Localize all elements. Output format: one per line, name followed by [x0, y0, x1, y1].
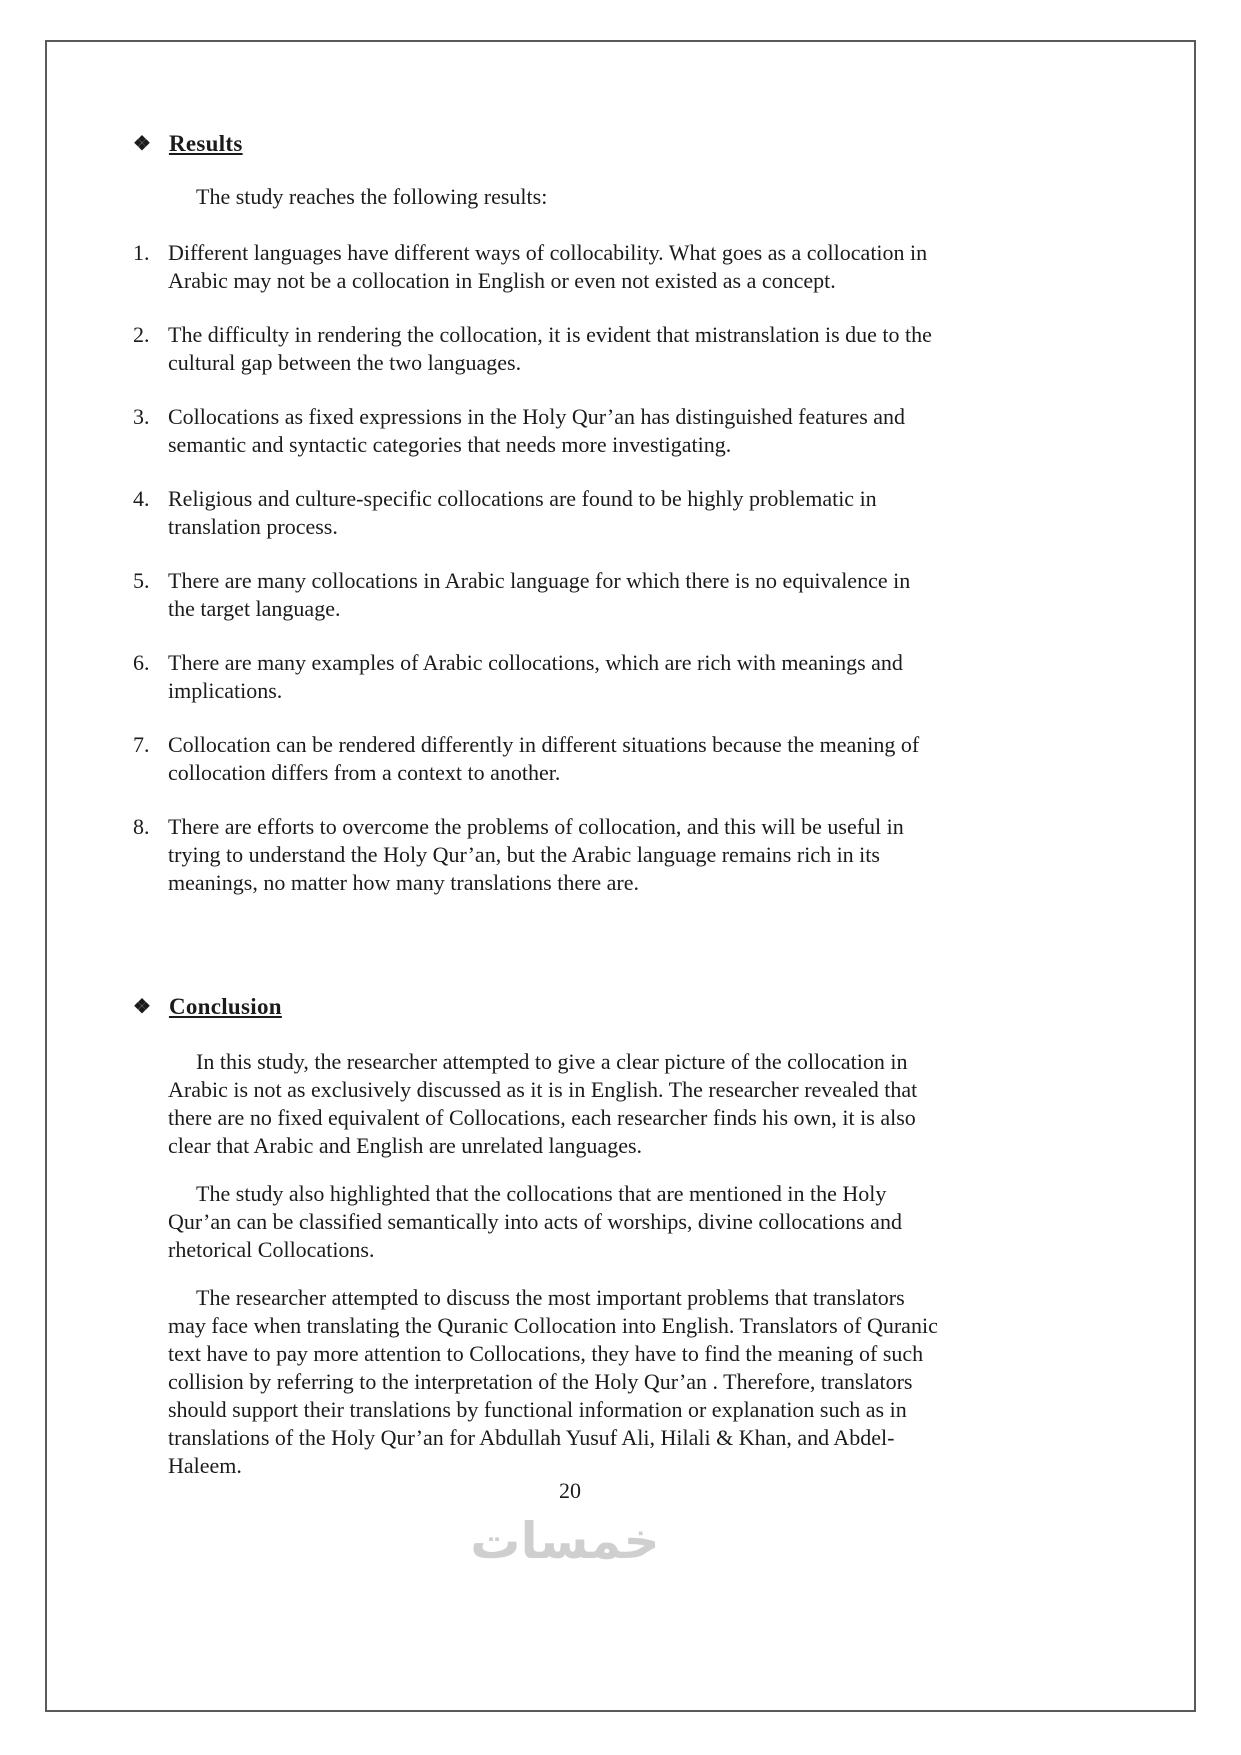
results-heading: [133, 130, 943, 159]
list-item: [133, 649, 943, 705]
list-item-text: Collocation can be rendered differently in different situations because the meaning of collocation differs from a context to another.: [168, 732, 920, 785]
diamond-bullet-icon: ❖: [133, 996, 151, 1018]
list-item-number: 7.: [133, 732, 150, 757]
list-item-number: 8.: [133, 814, 150, 839]
list-item: [133, 567, 943, 623]
list-item-text: Different languages have different ways of collocability. What goes as a collocation in Arabic may not be a collocation in English or even not existed as a concept.: [168, 240, 928, 293]
list-item-number: 2.: [133, 322, 150, 347]
list-item-number: 4.: [133, 486, 150, 511]
results-list: [133, 239, 943, 897]
list-item-number: 6.: [133, 650, 150, 675]
list-item-text: There are many examples of Arabic collocations, which are rich with meanings and implications.: [168, 650, 903, 703]
list-item: [133, 813, 943, 897]
page-content: [133, 130, 943, 1480]
conclusion-paragraph: The study also highlighted that the collocations that are mentioned in the Holy Qur’an can be classified semantically into acts of worships, divine collocations and rhetorical Collocations.: [168, 1181, 902, 1262]
list-item-text: There are many collocations in Arabic language for which there is no equivalence in the target language.: [168, 568, 911, 621]
page-number: 20: [559, 1478, 581, 1503]
diamond-bullet-icon: ❖: [133, 133, 151, 155]
conclusion-paragraph: The researcher attempted to discuss the most important problems that translators may face when translating the Quranic Collocation into English. Translators of Quranic text have to pay more attention to Collocations, they have to find the meaning of such collision by referring to the interpretation of the Holy Qur’an . Therefore, translators should support their translations by functional information or explanation such as in translations of the Holy Qur’an for Abdullah Yusuf Ali, Hilali & Khan, and Abdel-Haleem.: [168, 1285, 938, 1478]
list-item-text: The difficulty in rendering the collocation, it is evident that mistranslation is due to the cultural gap between the two languages.: [168, 322, 932, 375]
list-item: [133, 239, 943, 295]
watermark-text: خمسات: [470, 1512, 660, 1570]
list-item: [133, 485, 943, 541]
conclusion-heading-text: Conclusion: [168, 994, 282, 1019]
list-item-number: 1.: [133, 240, 150, 265]
results-heading-text: Results: [168, 131, 243, 156]
list-item: [133, 731, 943, 787]
list-item-text: Collocations as fixed expressions in the Holy Qur’an has distinguished features and semantic and syntactic categories that needs more investigating.: [168, 404, 906, 457]
list-item: [133, 403, 943, 459]
list-item-text: Religious and culture-specific collocations are found to be highly problematic in translation process.: [168, 486, 877, 539]
list-item-number: 5.: [133, 568, 150, 593]
list-item: [133, 321, 943, 377]
list-item-text: There are efforts to overcome the problems of collocation, and this will be useful in trying to understand the Holy Qur’an, but the Arabic language remains rich in its meanings, no matter how many translations there are.: [168, 814, 904, 895]
list-item-number: 3.: [133, 404, 150, 429]
conclusion-heading: [133, 993, 943, 1022]
conclusion-paragraph: In this study, the researcher attempted to give a clear picture of the collocation in Arabic is not as exclusively discussed as it is in English. The researcher revealed that there are no fixed equivalent of Collocations, each researcher finds his own, it is also clear that Arabic and English are unrelated languages.: [168, 1049, 918, 1158]
results-intro: The study reaches the following results:: [196, 184, 548, 209]
